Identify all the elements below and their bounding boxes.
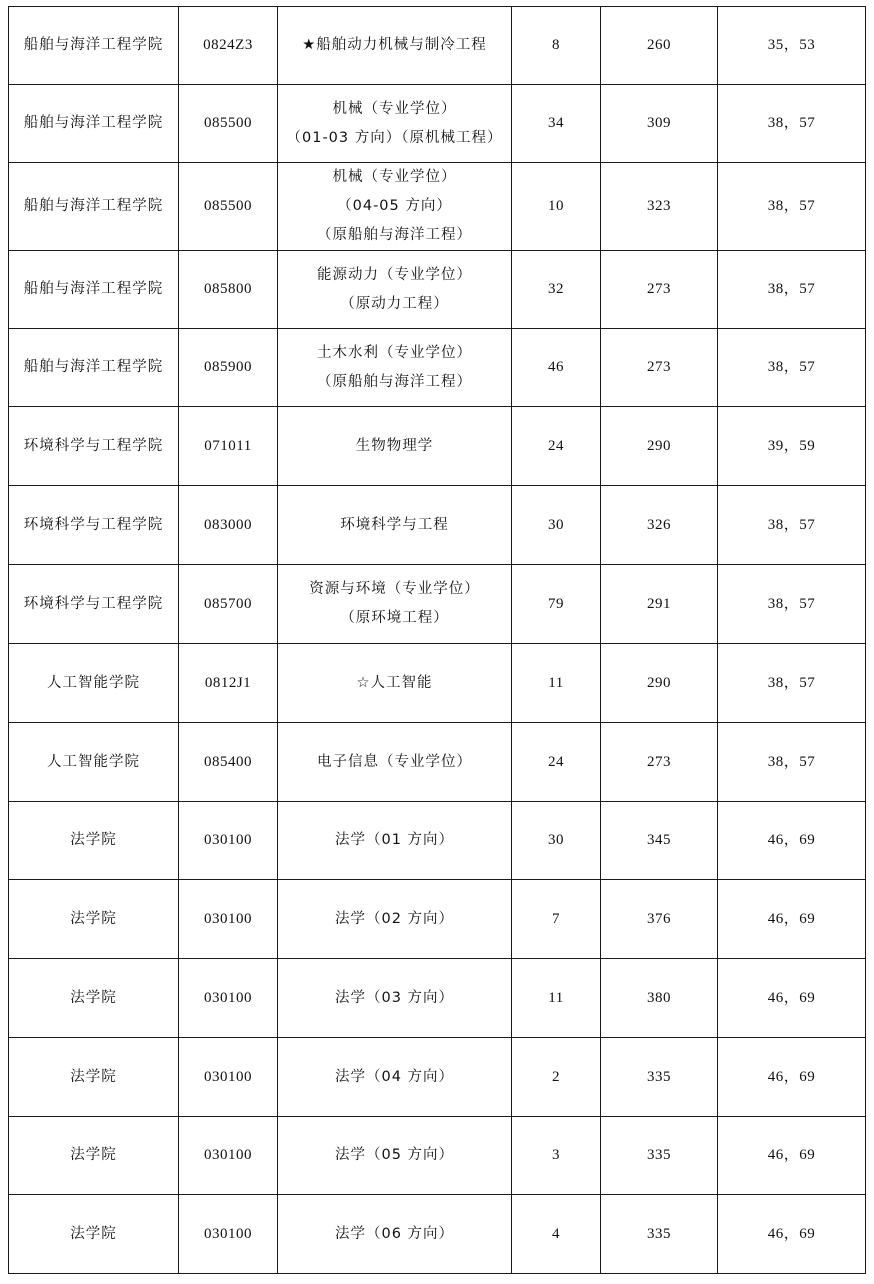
total-score-line-cell: 309 [601,85,718,163]
single-subject-line-cell: 46，69 [718,1038,866,1117]
major-name-line: 法学（04 方向） [334,1068,455,1085]
major-code-cell: 030100 [179,1195,278,1274]
major-name-line: 能源动力（专业学位） [317,266,472,283]
major-code-cell: 030100 [179,880,278,959]
enrollment-count-cell: 32 [512,251,601,329]
major-code-cell: 030100 [179,1117,278,1195]
major-name-cell [278,1038,512,1117]
major-name-line: （04-05 方向） [337,198,452,214]
single-subject-line-cell: 39，59 [718,407,866,486]
college-cell: 环境科学与工程学院 [9,565,179,644]
major-name-cell [278,565,512,644]
major-name-line: 法学（05 方向） [334,1147,455,1163]
table-row [9,565,866,644]
table-row [9,1038,866,1117]
table-row [9,329,866,407]
single-subject-line-cell: 46，69 [718,1195,866,1274]
single-subject-line-cell: 38，57 [718,251,866,329]
major-name-cell [278,880,512,959]
college-cell: 法学院 [9,1038,179,1117]
major-code-cell: 0812J1 [179,644,278,723]
major-name-line: 土木水利（专业学位） [317,344,472,361]
major-name-cell [278,7,512,85]
table-row [9,486,866,565]
total-score-line-cell: 260 [601,7,718,85]
major-name-line: 机械（专业学位） [332,100,457,117]
enrollment-count-cell: 4 [512,1195,601,1274]
major-name-cell [278,407,512,486]
enrollment-count-cell: 34 [512,85,601,163]
single-subject-line-cell: 38，57 [718,644,866,723]
enrollment-count-cell: 24 [512,407,601,486]
major-name-line: 法学（02 方向） [334,910,455,927]
single-subject-line-cell: 38，57 [718,723,866,802]
total-score-line-cell: 290 [601,644,718,723]
college-cell: 船舶与海洋工程学院 [9,85,179,163]
total-score-line-cell: 273 [601,723,718,802]
college-cell: 船舶与海洋工程学院 [9,329,179,407]
major-name-cell [278,486,512,565]
table-row [9,407,866,486]
table-row [9,802,866,880]
major-name-cell [278,251,512,329]
table-row [9,251,866,329]
college-cell: 法学院 [9,1195,179,1274]
college-cell: 船舶与海洋工程学院 [9,163,179,251]
total-score-line-cell: 376 [601,880,718,959]
single-subject-line-cell: 46，69 [718,802,866,880]
major-name-line: 环境科学与工程 [340,516,449,533]
college-cell: 船舶与海洋工程学院 [9,251,179,329]
major-name-cell [278,802,512,880]
total-score-line-cell: 335 [601,1195,718,1274]
major-code-cell: 030100 [179,802,278,880]
enrollment-count-cell: 8 [512,7,601,85]
total-score-line-cell: 273 [601,329,718,407]
total-score-line-cell: 335 [601,1117,718,1195]
major-name-line: 法学（01 方向） [334,832,455,848]
single-subject-line-cell: 38，57 [718,163,866,251]
college-cell: 环境科学与工程学院 [9,407,179,486]
single-subject-line-cell: 46，69 [718,880,866,959]
major-name-cell [278,329,512,407]
major-name-cell [278,959,512,1038]
major-name-cell [278,644,512,723]
major-code-cell: 085500 [179,163,278,251]
enrollment-count-cell: 3 [512,1117,601,1195]
major-name-line: （原环境工程） [340,610,449,626]
major-name-cell [278,1117,512,1195]
total-score-line-cell: 335 [601,1038,718,1117]
enrollment-count-cell: 30 [512,486,601,565]
college-cell: 法学院 [9,1117,179,1195]
enrollment-count-cell: 10 [512,163,601,251]
major-code-cell: 030100 [179,959,278,1038]
enrollment-count-cell: 30 [512,802,601,880]
major-name-line: ☆人工智能 [356,674,433,691]
admission-score-table [8,6,866,1274]
total-score-line-cell: 326 [601,486,718,565]
enrollment-count-cell: 11 [512,959,601,1038]
enrollment-count-cell: 46 [512,329,601,407]
major-name-line: （01-03 方向）（原机械工程） [286,129,503,146]
major-code-cell: 085800 [179,251,278,329]
major-code-cell: 085400 [179,723,278,802]
table-row [9,1195,866,1274]
total-score-line-cell: 290 [601,407,718,486]
major-name-line: ★船舶动力机械与制冷工程 [302,37,487,53]
major-code-cell: 085500 [179,85,278,163]
total-score-line-cell: 323 [601,163,718,251]
table-row [9,723,866,802]
college-cell: 环境科学与工程学院 [9,486,179,565]
single-subject-line-cell: 46，69 [718,1117,866,1195]
major-code-cell: 030100 [179,1038,278,1117]
table-row [9,644,866,723]
single-subject-line-cell: 38，57 [718,565,866,644]
table-row [9,85,866,163]
enrollment-count-cell: 11 [512,644,601,723]
college-cell: 法学院 [9,802,179,880]
major-name-cell [278,1195,512,1274]
major-code-cell: 0824Z3 [179,7,278,85]
table-row [9,163,866,251]
table-row [9,7,866,85]
enrollment-count-cell: 79 [512,565,601,644]
major-code-cell: 071011 [179,407,278,486]
college-cell: 船舶与海洋工程学院 [9,7,179,85]
major-name-line: （原船舶与海洋工程） [317,227,472,243]
major-name-cell [278,85,512,163]
major-code-cell: 083000 [179,486,278,565]
table-body [9,7,866,1274]
single-subject-line-cell: 46，69 [718,959,866,1038]
single-subject-line-cell: 38，57 [718,486,866,565]
college-cell: 法学院 [9,959,179,1038]
enrollment-count-cell: 24 [512,723,601,802]
major-name-cell [278,163,512,251]
major-name-line: （原动力工程） [340,295,449,312]
major-name-line: 法学（03 方向） [334,989,455,1006]
major-name-line: 生物物理学 [355,437,434,454]
major-name-line: 电子信息（专业学位） [317,753,472,770]
single-subject-line-cell: 38，57 [718,329,866,407]
college-cell: 人工智能学院 [9,723,179,802]
total-score-line-cell: 291 [601,565,718,644]
enrollment-count-cell: 2 [512,1038,601,1117]
major-name-line: 资源与环境（专业学位） [309,581,480,597]
major-name-line: 机械（专业学位） [332,169,457,185]
single-subject-line-cell: 35，53 [718,7,866,85]
major-code-cell: 085700 [179,565,278,644]
table-row [9,880,866,959]
major-name-line: （原船舶与海洋工程） [317,373,472,390]
table-row [9,1117,866,1195]
major-code-cell: 085900 [179,329,278,407]
total-score-line-cell: 273 [601,251,718,329]
college-cell: 法学院 [9,880,179,959]
single-subject-line-cell: 38，57 [718,85,866,163]
college-cell: 人工智能学院 [9,644,179,723]
table-row [9,959,866,1038]
major-name-cell [278,723,512,802]
enrollment-count-cell: 7 [512,880,601,959]
total-score-line-cell: 380 [601,959,718,1038]
total-score-line-cell: 345 [601,802,718,880]
major-name-line: 法学（06 方向） [334,1225,455,1242]
